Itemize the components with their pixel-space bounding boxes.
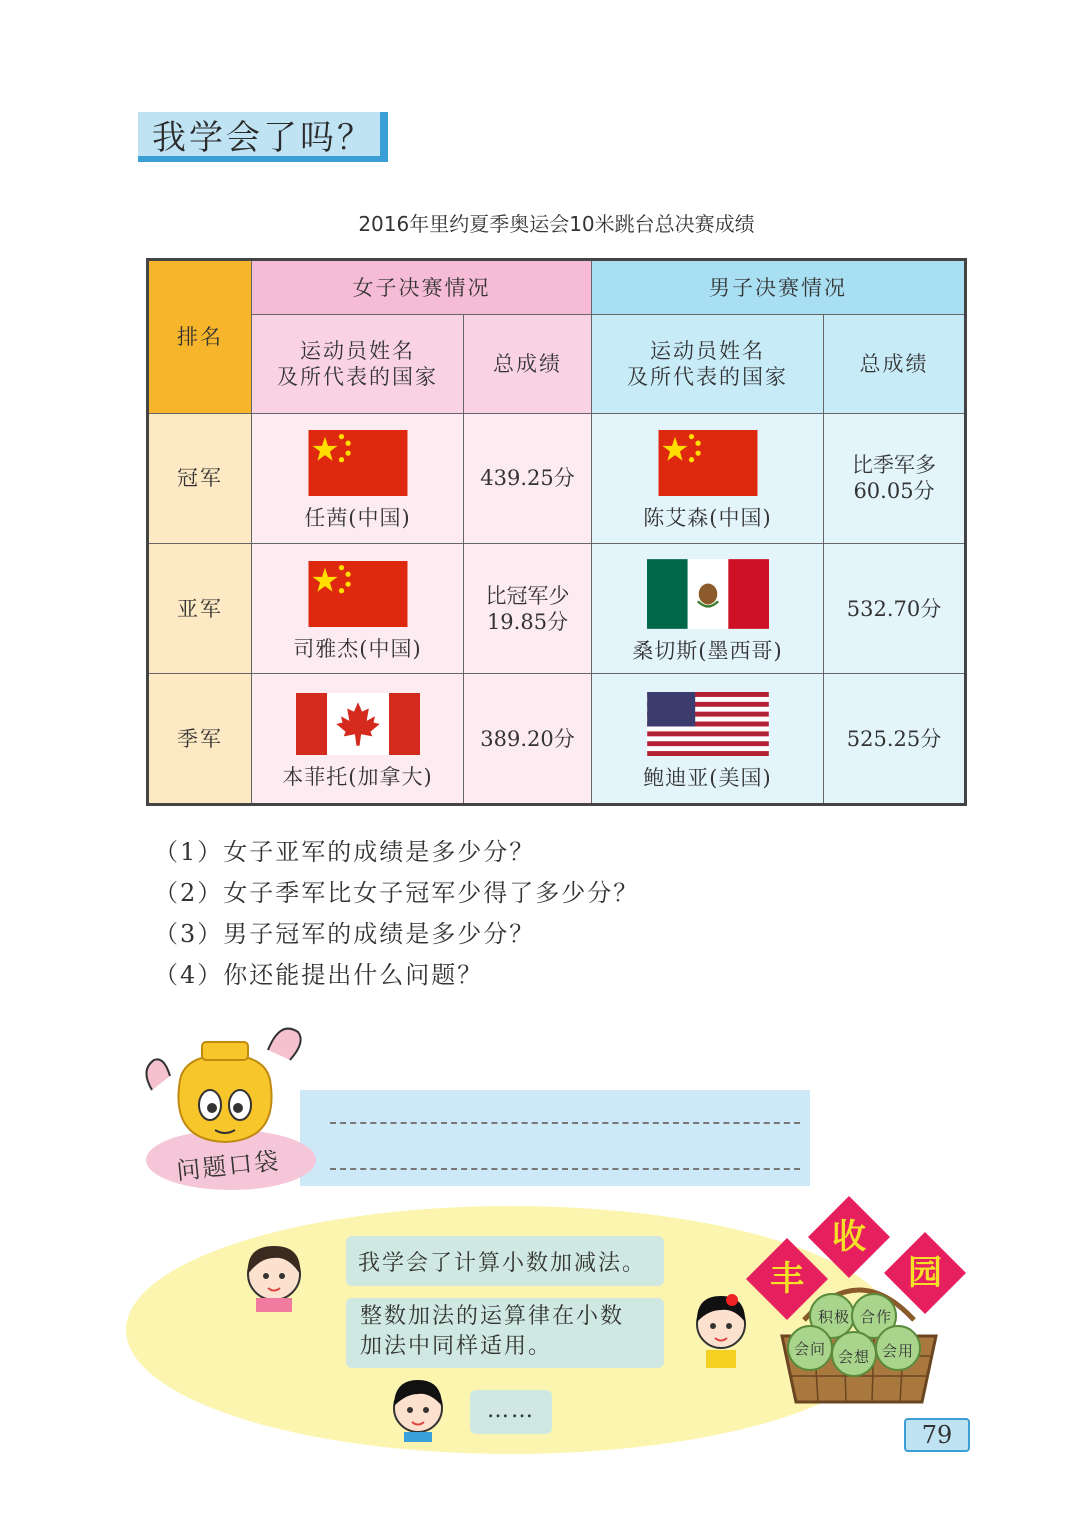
athlete-name: 本菲托(加拿大) — [282, 764, 433, 789]
score-line1: 532.70分 — [846, 596, 942, 621]
rank-cell: 亚军 — [148, 544, 252, 674]
page-number: 79 — [904, 1418, 970, 1452]
china-flag-icon — [308, 561, 408, 627]
speech-bubble: …… — [470, 1390, 552, 1434]
athlete-cell — [592, 544, 824, 674]
athlete-cell — [252, 674, 464, 805]
women-header: 女子决赛情况 — [252, 260, 592, 315]
apple-label: 会问 — [794, 1340, 827, 1358]
athlete-header-line2: 及所代表的国家 — [627, 364, 788, 389]
score-line1: 比冠军少 — [485, 583, 570, 608]
score-cell — [824, 413, 966, 543]
score-cell — [464, 413, 592, 543]
speech-bubble — [346, 1298, 664, 1368]
athlete-header-line1: 运动员姓名 — [650, 338, 765, 363]
table-row — [148, 544, 966, 674]
table-row — [148, 413, 966, 543]
rank-cell: 冠军 — [148, 413, 252, 543]
girl-avatar-icon — [236, 1240, 316, 1312]
athlete-name: 司雅杰(中国) — [293, 636, 422, 661]
athlete-name: 桑切斯(墨西哥) — [632, 638, 783, 663]
athlete-name: 陈艾森(中国) — [643, 506, 772, 531]
apple-label: 合作 — [860, 1308, 893, 1326]
garden-char: 园 — [908, 1253, 942, 1293]
mexico-flag-icon — [647, 559, 769, 629]
usa-flag-icon — [646, 692, 770, 756]
men-header: 男子决赛情况 — [592, 260, 966, 315]
score-cell — [824, 674, 966, 805]
score-line1: 比季军多 — [852, 453, 936, 478]
pocket-label: 问题口袋 — [175, 1146, 282, 1186]
women-score-header: 总成绩 — [464, 315, 592, 413]
answer-line[interactable] — [330, 1168, 800, 1170]
garden-char: 收 — [832, 1217, 866, 1257]
question-item: （1）女子亚军的成绩是多少分？ — [154, 838, 536, 866]
athlete-cell — [252, 413, 464, 543]
athlete-header-line1: 运动员姓名 — [300, 338, 415, 363]
apple-label: 积极 — [818, 1308, 851, 1326]
results-table — [146, 258, 967, 806]
answer-area[interactable] — [300, 1090, 810, 1186]
score-line2: 19.85分 — [486, 609, 569, 634]
kid-avatar-icon — [382, 1370, 454, 1442]
score-line2: 60.05分 — [853, 479, 935, 504]
apple-label: 会用 — [882, 1342, 915, 1360]
rank-cell: 季军 — [148, 674, 252, 805]
section-title: 我学会了吗？ — [138, 112, 388, 162]
speech-bubble: 我学会了计算小数加减法。 — [346, 1236, 664, 1286]
question-item: （2）女子季军比女子冠军少得了多少分？ — [154, 879, 640, 907]
question-item: （4）你还能提出什么问题？ — [154, 961, 484, 989]
athlete-header-line2: 及所代表的国家 — [277, 364, 438, 389]
bubble-line2: 加法中同样适用。 — [360, 1334, 553, 1359]
bubble-line1: 整数加法的运算律在小数 — [360, 1304, 625, 1329]
score-line1: 389.20分 — [480, 726, 575, 751]
score-cell — [464, 674, 592, 805]
questions-list — [154, 832, 639, 996]
athlete-cell — [592, 413, 824, 543]
athlete-name: 任茜(中国) — [304, 506, 411, 531]
men-score-header: 总成绩 — [824, 315, 966, 413]
score-line1: 439.25分 — [480, 466, 575, 491]
score-line1: 525.25分 — [846, 726, 942, 751]
pocket-mascot-icon — [140, 1020, 310, 1150]
china-flag-icon — [308, 430, 408, 496]
china-flag-icon — [658, 430, 758, 496]
apple-label: 会想 — [838, 1348, 871, 1366]
table-row — [148, 674, 966, 805]
canada-flag-icon — [296, 693, 420, 755]
table-caption: 2016年里约夏季奥运会10米跳台总决赛成绩 — [358, 212, 755, 236]
score-cell — [824, 544, 966, 674]
boy-avatar-icon — [686, 1288, 756, 1368]
rank-header: 排名 — [148, 260, 252, 414]
answer-line[interactable] — [330, 1122, 800, 1124]
athlete-cell — [252, 544, 464, 674]
athlete-cell — [592, 674, 824, 805]
athlete-name: 鲍迪亚(美国) — [643, 765, 772, 790]
question-item: （3）男子冠军的成绩是多少分？ — [154, 920, 536, 948]
women-athlete-header — [252, 315, 464, 413]
men-athlete-header — [592, 315, 824, 413]
garden-char: 丰 — [770, 1259, 804, 1299]
score-cell — [464, 544, 592, 674]
